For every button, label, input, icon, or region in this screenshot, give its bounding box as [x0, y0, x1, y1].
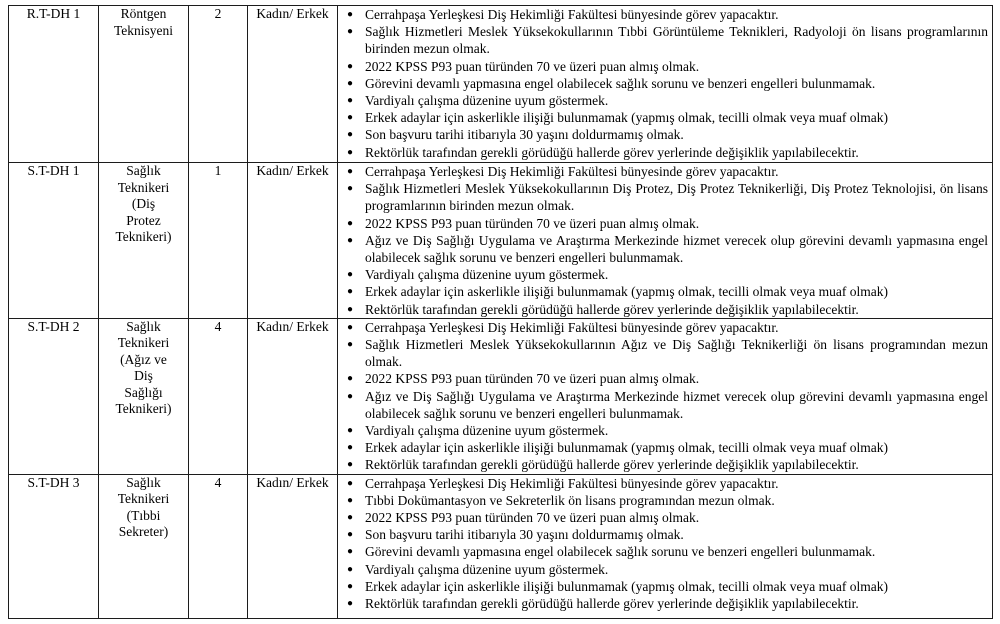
bullet-icon: ● [347, 339, 354, 351]
position-title-line: Sağlık [126, 318, 161, 334]
bullet-icon: ● [347, 477, 354, 489]
requirement-item [338, 509, 992, 526]
bullet-icon: ● [347, 442, 354, 454]
requirement-item [338, 283, 992, 300]
bullet-icon: ● [347, 598, 354, 610]
requirement-item [338, 475, 992, 492]
requirement-text: Cerrahpaşa Yerleşkesi Diş Hekimliği Fakültesi bünyesinde görev yapacaktır. [365, 164, 779, 179]
position-title-line: Teknikeri [117, 335, 170, 351]
requirements-cell [338, 163, 993, 319]
requirement-text: 2022 KPSS P93 puan türünden 70 ve üzeri puan almış olmak. [365, 215, 700, 231]
requirements-list [338, 163, 992, 318]
requirement-item [338, 75, 992, 92]
requirement-item [338, 6, 992, 23]
position-title-line: Teknikeri [117, 491, 170, 507]
bullet-icon: ● [347, 9, 354, 20]
requirement-text: Son başvuru tarihi itibarıyla 30 yaşını doldurmamış olmak. [365, 527, 684, 543]
requirement-text: Rektörlük tarafından gerekli görüdüğü hallerde görev yerlerinde değişiklik yapılabilecektir. [365, 144, 859, 160]
requirement-item [338, 319, 992, 336]
bullet-icon: ● [347, 77, 354, 89]
requirement-text: Sağlık Hizmetleri Meslek Yüksekokullarının Ağız ve Diş Sağlığı Teknikerliği ön lisans programından mezun olmak. [365, 337, 988, 370]
requirements-cell [338, 474, 993, 618]
requirement-text: Görevini devamlı yapmasına engel olabilecek sağlık sorunu ve benzeri engelleri bulunmamak. [365, 75, 876, 91]
requirement-item [338, 232, 992, 266]
bullet-icon: ● [347, 286, 354, 298]
requirement-text: Erkek adaylar için askerlikle ilişiği bulunmamak (yapmış olmak, tecilli olmak veya muaf olmak) [365, 110, 888, 126]
requirement-item [338, 439, 992, 456]
bullet-icon: ● [347, 112, 354, 124]
table-body [9, 6, 993, 619]
requirement-text: Vardiyalı çalışma düzenine uyum göstermek. [365, 561, 609, 577]
position-title-line: Protez [126, 212, 161, 228]
requirement-item [338, 23, 992, 57]
requirements-cell [338, 318, 993, 474]
bullet-icon: ● [347, 183, 354, 195]
position-code-cell: S.T-DH 3 [9, 474, 99, 618]
requirement-text: Vardiyalı çalışma düzenine uyum göstermek. [365, 93, 609, 109]
vacancy-count-cell: 4 [189, 318, 248, 474]
requirement-item [338, 543, 992, 560]
gender-cell: Kadın/ Erkek [248, 474, 338, 618]
table-row [9, 318, 993, 474]
requirement-item [338, 144, 992, 161]
bullet-icon: ● [347, 303, 354, 315]
requirement-item [338, 456, 992, 473]
requirement-item [338, 561, 992, 578]
requirement-item [338, 163, 992, 180]
position-title-line: Sekreter) [118, 524, 169, 540]
position-title-cell [99, 163, 189, 319]
bullet-icon: ● [347, 217, 354, 229]
requirement-item [338, 215, 992, 232]
requirement-text: Rektörlük tarafından gerekli görüdüğü hallerde görev yerlerinde değişiklik yapılabilecektir. [365, 457, 859, 473]
requirement-item [338, 595, 992, 612]
bullet-icon: ● [347, 390, 354, 402]
requirement-item [338, 422, 992, 439]
table-row [9, 163, 993, 319]
requirements-list [338, 475, 992, 613]
bullet-icon: ● [347, 459, 354, 471]
requirement-text: Erkek adaylar için askerlikle ilişiği bulunmamak (yapmış olmak, tecilli olmak veya muaf olmak) [365, 578, 888, 594]
requirement-text: 2022 KPSS P93 puan türünden 70 ve üzeri puan almış olmak. [365, 510, 700, 526]
requirement-text: Tıbbi Dokümantasyon ve Sekreterlik ön lisans programından mezun olmak. [365, 492, 775, 508]
bullet-icon: ● [347, 321, 354, 333]
table-row [9, 6, 993, 163]
bullet-icon: ● [347, 26, 354, 38]
requirement-text: Görevini devamlı yapmasına engel olabilecek sağlık sorunu ve benzeri engelleri bulunmamak. [365, 544, 876, 560]
bullet-icon: ● [347, 166, 354, 177]
requirement-text: Ağız ve Diş Sağlığı Uygulama ve Araştırma Merkezinde hizmet verecek olup görevini devamlı yapmasına engel olabilecek sağlık sorunu ve benzeri engelleri bulunmamak. [365, 388, 988, 421]
bullet-icon: ● [347, 95, 354, 107]
position-title-line: Sağlığı [124, 384, 163, 400]
requirement-item [338, 180, 992, 214]
requirement-item [338, 370, 992, 387]
requirement-text: 2022 KPSS P93 puan türünden 70 ve üzeri puan almış olmak. [365, 58, 700, 74]
table-row [9, 474, 993, 618]
requirement-item [338, 109, 992, 126]
requirements-list [338, 319, 992, 474]
position-title-line: Röntgen [120, 6, 167, 21]
position-code-cell: S.T-DH 2 [9, 318, 99, 474]
bullet-icon: ● [347, 580, 354, 592]
requirement-item [338, 301, 992, 318]
requirement-text: Ağız ve Diş Sağlığı Uygulama ve Araştırma Merkezinde hizmet verecek olup görevini devamlı yapmasına engel olabilecek sağlık sorunu ve benzeri engelleri bulunmamak. [365, 232, 988, 266]
position-title-line: (Tıbbi [126, 507, 161, 523]
position-title-line: Sağlık [126, 474, 161, 490]
bullet-icon: ● [347, 234, 354, 246]
requirement-text: Cerrahpaşa Yerleşkesi Diş Hekimliği Fakültesi bünyesinde görev yapacaktır. [365, 475, 779, 491]
requirement-text: Rektörlük tarafından gerekli görüdüğü hallerde görev yerlerinde değişiklik yapılabilecektir. [365, 596, 859, 612]
requirement-item [338, 526, 992, 543]
position-title-line: Teknisyeni [113, 22, 174, 38]
position-title-line: Teknikeri [117, 179, 170, 195]
position-code-cell: S.T-DH 1 [9, 163, 99, 319]
requirement-text: Vardiyalı çalışma düzenine uyum göstermek. [365, 267, 609, 283]
bullet-icon: ● [347, 269, 354, 281]
bullet-icon: ● [347, 129, 354, 141]
requirement-item [338, 266, 992, 283]
requirement-text: Sağlık Hizmetleri Meslek Yüksekokullarının Diş Protez, Diş Protez Teknikerliği, Diş Protez Teknolojisi, ön lisans programlarının birinden mezun olmak. [365, 181, 988, 214]
position-title-cell [99, 6, 189, 163]
position-title-line: (Ağız ve [120, 351, 167, 367]
position-title-cell [99, 318, 189, 474]
requirement-item [338, 578, 992, 595]
requirement-item [338, 58, 992, 75]
gender-cell: Kadın/ Erkek [248, 163, 338, 319]
requirements-cell [338, 6, 993, 163]
bullet-icon: ● [347, 512, 354, 524]
requirement-text: Cerrahpaşa Yerleşkesi Diş Hekimliği Fakültesi bünyesinde görev yapacaktır. [365, 7, 779, 22]
requirement-text: Rektörlük tarafından gerekli görüdüğü hallerde görev yerlerinde değişiklik yapılabilecektir. [365, 301, 859, 317]
bullet-icon: ● [347, 425, 354, 437]
vacancy-count-cell: 1 [189, 163, 248, 319]
requirements-list [338, 6, 992, 161]
requirement-item [338, 92, 992, 109]
requirement-item [338, 336, 992, 370]
bullet-icon: ● [347, 60, 354, 72]
bullet-icon: ● [347, 529, 354, 541]
position-title-line: Teknikeri) [115, 401, 172, 417]
vacancy-count-cell: 4 [189, 474, 248, 618]
position-title-line: Sağlık [126, 163, 161, 178]
job-vacancies-table [8, 5, 993, 619]
requirement-text: Erkek adaylar için askerlikle ilişiği bulunmamak (yapmış olmak, tecilli olmak veya muaf olmak) [365, 440, 888, 456]
bullet-icon: ● [347, 373, 354, 385]
requirement-item [338, 126, 992, 143]
vacancy-count-cell: 2 [189, 6, 248, 163]
requirement-text: 2022 KPSS P93 puan türünden 70 ve üzeri puan almış olmak. [365, 371, 700, 387]
gender-cell: Kadın/ Erkek [248, 318, 338, 474]
requirement-item [338, 388, 992, 422]
bullet-icon: ● [347, 546, 354, 558]
position-title-line: Teknikeri) [115, 229, 172, 244]
requirement-text: Sağlık Hizmetleri Meslek Yüksekokullarının Tıbbi Görüntüleme Teknikleri, Radyoloji ön lisans programlarının birinden mezun olmak. [365, 24, 988, 57]
requirement-text: Son başvuru tarihi itibarıyla 30 yaşını doldurmamış olmak. [365, 127, 684, 143]
position-title-line: Diş [134, 368, 153, 384]
position-title-line: (Diş [131, 196, 156, 211]
requirement-text: Vardiyalı çalışma düzenine uyum göstermek. [365, 423, 609, 439]
requirement-text: Erkek adaylar için askerlikle ilişiği bulunmamak (yapmış olmak, tecilli olmak veya muaf olmak) [365, 284, 888, 300]
requirement-text: Cerrahpaşa Yerleşkesi Diş Hekimliği Fakültesi bünyesinde görev yapacaktır. [365, 319, 779, 335]
bullet-icon: ● [347, 563, 354, 575]
bullet-icon: ● [347, 494, 354, 506]
position-title-cell [99, 474, 189, 618]
position-code-cell: R.T-DH 1 [9, 6, 99, 163]
requirement-item [338, 492, 992, 509]
bullet-icon: ● [347, 146, 354, 158]
gender-cell: Kadın/ Erkek [248, 6, 338, 163]
